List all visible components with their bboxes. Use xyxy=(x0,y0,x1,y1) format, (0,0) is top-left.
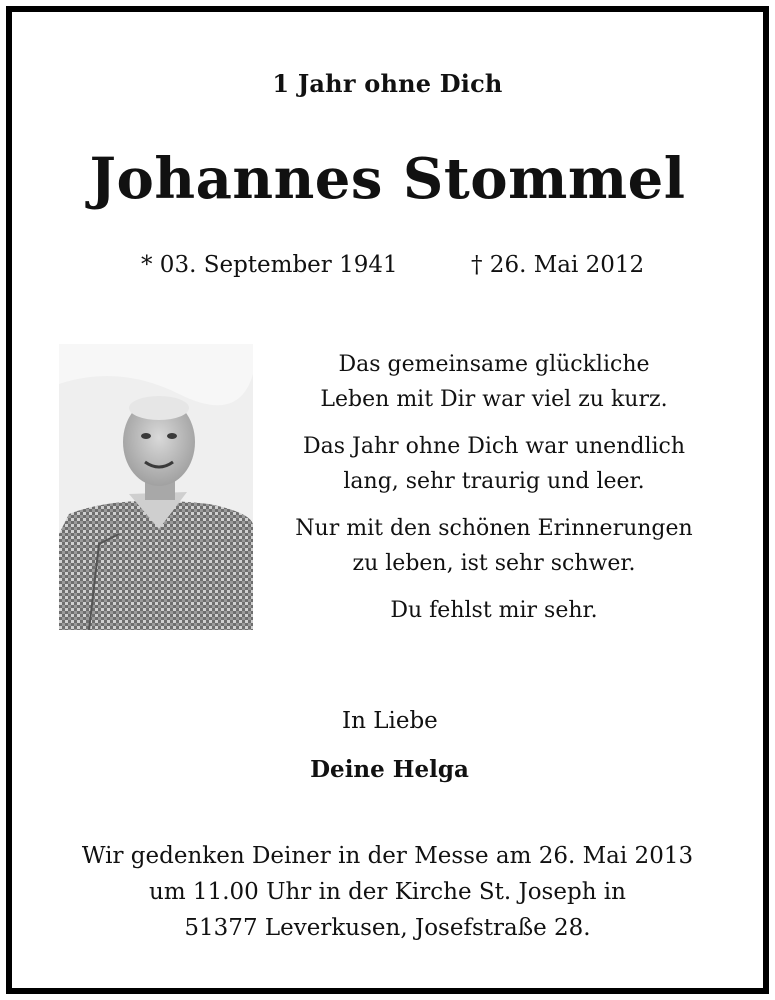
closing-love: In Liebe xyxy=(342,708,438,734)
memorial-mass-notice xyxy=(12,838,763,946)
poem-stanza xyxy=(264,347,724,417)
poem-stanza xyxy=(264,429,724,499)
portrait-photo-icon xyxy=(59,344,253,630)
anniversary-heading: 1 Jahr ohne Dich xyxy=(272,69,503,98)
portrait-photo xyxy=(59,344,253,630)
poem-line: Leben mit Dir war viel zu kurz. xyxy=(320,387,668,412)
poem-line: lang, sehr traurig und leer. xyxy=(343,469,645,494)
memorial-line: 51377 Leverkusen, Josefstraße 28. xyxy=(184,915,591,941)
birth-date: * 03. September 1941 xyxy=(141,252,398,278)
memorial-line: Wir gedenken Deiner in der Messe am 26. Mai 2013 xyxy=(81,843,694,869)
poem-line: Nur mit den schönen Erinnerungen xyxy=(295,516,693,541)
poem-line: zu leben, ist sehr schwer. xyxy=(352,551,636,576)
poem-line: Das Jahr ohne Dich war unendlich xyxy=(302,434,686,459)
deceased-name: Johannes Stommel xyxy=(89,146,686,212)
poem-line: Das gemeinsame glückliche xyxy=(338,352,650,377)
closing-signer: Deine Helga xyxy=(310,756,469,783)
poem-line: Du fehlst mir sehr. xyxy=(390,598,598,623)
poem-stanza xyxy=(264,511,724,581)
poem xyxy=(264,347,724,640)
memorial-line: um 11.00 Uhr in der Kirche St. Joseph in xyxy=(149,879,626,905)
poem-stanza xyxy=(264,593,724,628)
death-date: † 26. Mai 2012 xyxy=(471,252,645,278)
obituary-frame xyxy=(6,6,769,994)
